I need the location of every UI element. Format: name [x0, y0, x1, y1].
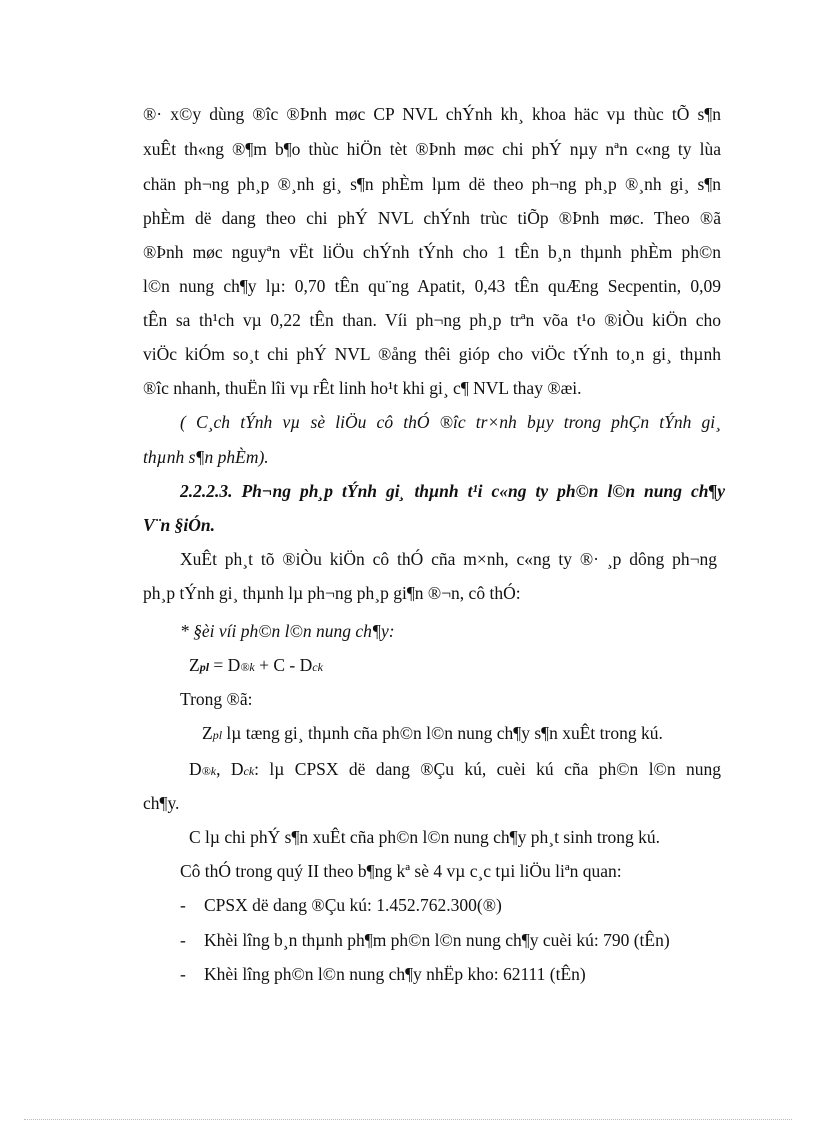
- bullet-text: CPSX dë dang ®Çu kú: 1.452.762.300(®): [204, 895, 502, 915]
- def1-text: lµ tæng gi¸ thµnh cña ph©n l©n nung ch¶y s¶n xuÊt trong kú.: [222, 723, 663, 743]
- paragraph-line-9: ®îc nhanh, thuËn lîi vµ rÊt linh ho¹t khi gi¸ c¶ NVL thay ®æi.: [143, 378, 582, 398]
- subheading: * §èi víi ph©n l©n nung ch¶y:: [180, 621, 395, 641]
- paragraph-line-3: chän ph¬ng ph¸p ®¸nh gi¸ s¶n phÈm lµm dë theo ph¬ng ph¸p ®¸nh gi¸ s¶n: [143, 174, 721, 194]
- intro-line-1: XuÊt ph¸t tõ ®iÒu kiÖn cô thÓ cña m×nh, c«ng ty ®· ¸p dông ph¬ng: [180, 549, 717, 569]
- definition-c: C lµ chi phÝ s¶n xuÊt cña ph©n l©n nung ch¶y ph¸t sinh trong kú.: [189, 827, 661, 847]
- formula-dk-sub: ®k: [240, 660, 255, 674]
- detail-intro: Cô thÓ trong quý II theo b¶ng kª sè 4 vµ c¸c tµi liÖu liªn quan:: [180, 861, 622, 881]
- note-line-2: thµnh s¶n phÈm).: [143, 447, 269, 467]
- bullet-dash: -: [180, 964, 186, 984]
- paragraph-line-1: ®· x©y dùng ®îc ®Þnh møc CP NVL chÝnh kh¸ khoa häc vµ thùc tÕ s¶n: [143, 104, 721, 124]
- def2-prefix: D: [189, 759, 202, 779]
- paragraph-line-8: viÖc kiÓm so¸t chi phÝ NVL ®ång thêi gióp cho viÖc tÝnh to¸n gi¸ thµnh: [143, 344, 721, 364]
- bullet-item-3: [180, 962, 586, 986]
- note-line-1: ( C¸ch tÝnh vµ sè liÖu cô thÓ ®îc tr×nh bµy trong phÇn tÝnh gi¸: [180, 412, 721, 432]
- def2-sub2: ck: [243, 764, 255, 778]
- paragraph-line-4: phÈm dë dang theo chi phÝ NVL chÝnh trùc tiÕp ®Þnh møc. Theo ®ã: [143, 208, 721, 228]
- bullet-dash: -: [180, 895, 186, 915]
- paragraph-line-7: tÊn sa th¹ch vµ 0,22 tÊn than. Víi ph¬ng ph¸p trªn võa t¹o ®iÒu kiÖn cho: [143, 310, 721, 330]
- page-bottom-divider: [24, 1119, 792, 1120]
- bullet-text: Khèi lîng b¸n thµnh ph¶m ph©n l©n nung ch¶y cuèi kú: 790 (tÊn): [204, 930, 670, 950]
- bullet-item-2: [180, 928, 670, 952]
- def2-mid: , D: [216, 759, 244, 779]
- definition-dk-ck-line-2: ch¶y.: [143, 793, 180, 813]
- bullet-item-1: [180, 893, 502, 917]
- paragraph-line-5: ®Þnh møc nguyªn vËt liÖu chÝnh tÝnh cho 1 tÊn b¸n thµnh phÈm ph©n: [143, 242, 721, 262]
- bullet-text: Khèi lîng ph©n l©n nung ch¶y nhËp kho: 62111 (tÊn): [204, 964, 586, 984]
- bullet-dash: -: [180, 930, 186, 950]
- formula-plus: + C - D: [254, 655, 313, 675]
- formula: [189, 653, 323, 679]
- paragraph-line-2: xuÊt th«ng ®¶m b¶o thùc hiÖn tèt ®Þnh møc chi phÝ nµy nªn c«ng ty lùa: [143, 139, 721, 159]
- trong-do-label: Trong ®ã:: [180, 689, 253, 709]
- def2-sub1: ®k: [201, 764, 217, 778]
- formula-z-sub: pl: [199, 660, 210, 674]
- intro-line-2: ph¸p tÝnh gi¸ thµnh lµ ph¬ng ph¸p gi¶n ®¬n, cô thÓ:: [143, 583, 521, 603]
- section-heading-line-1: 2.2.2.3. Ph¬ng ph¸p tÝnh gi¸ thµnh t¹i c«ng ty ph©n l©n nung ch¶y: [180, 481, 725, 501]
- formula-z: Z: [189, 655, 200, 675]
- def2-text: : lµ CPSX dë dang ®Çu kú, cuèi kú cña ph©n l©n nung: [254, 759, 721, 779]
- definition-dk-ck: [189, 757, 721, 783]
- formula-ck-sub: ck: [312, 660, 323, 674]
- definition-zpl: [202, 721, 663, 747]
- section-heading-line-2: V¨n §iÓn.: [143, 515, 215, 535]
- def1-sub: pl: [212, 728, 223, 742]
- def1-symbol: Z: [202, 723, 213, 743]
- paragraph-line-6: l©n nung ch¶y lµ: 0,70 tÊn qu¨ng Apatit, 0,43 tÊn quÆng Secpentin, 0,09: [143, 276, 721, 296]
- formula-eq: = D: [209, 655, 241, 675]
